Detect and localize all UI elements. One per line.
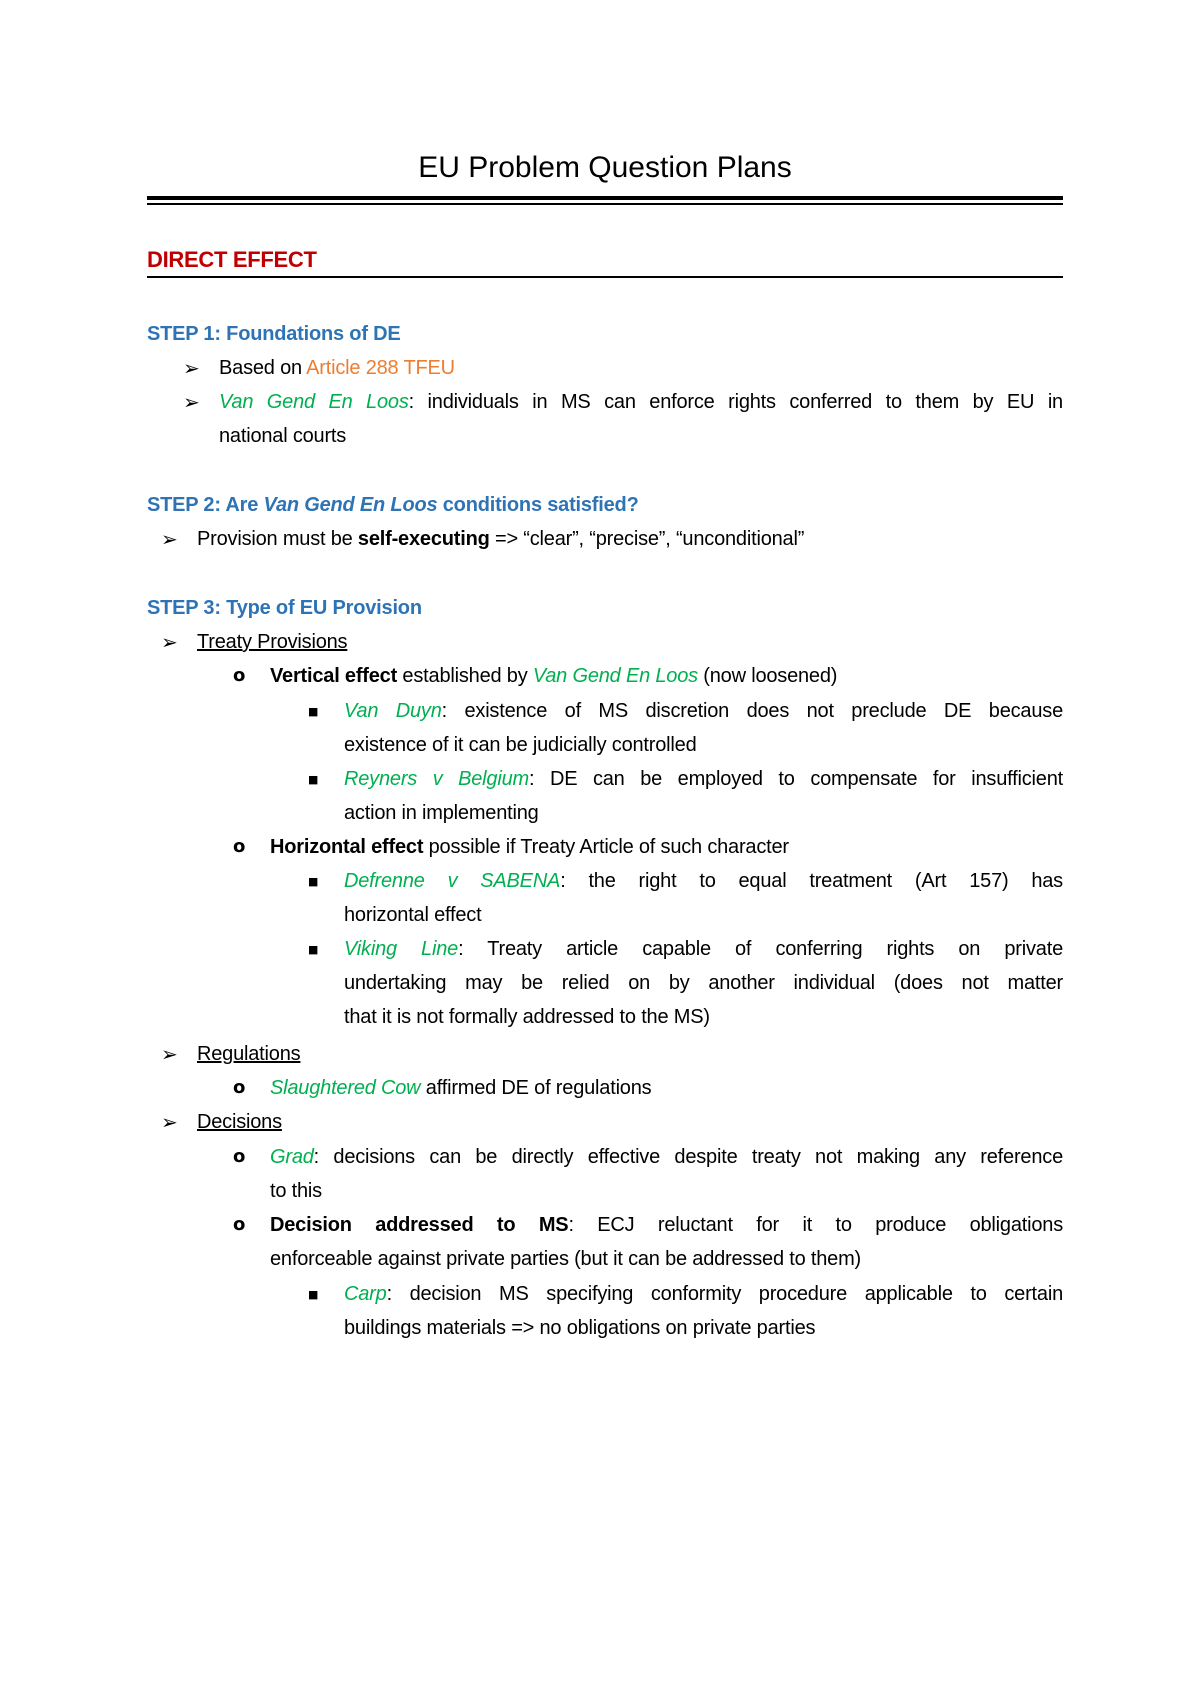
grad-l2: to this [270,1180,322,1202]
case-name: Viking Line [344,938,459,960]
step1-heading: STEP 1: Foundations of DE [147,323,401,345]
arrow-bullet-icon: ➢ [161,527,178,551]
text: : decision MS specifying conformity procedure applicable to certain [386,1283,1063,1305]
arrow-bullet-icon: ➢ [161,1110,178,1134]
step2-bullet-selfexec [197,525,804,553]
slaughtered-cow-line [270,1074,651,1102]
viking-l2: undertaking may be relied on by another individual (does not matter [344,972,1063,994]
document-title: EU Problem Question Plans [418,151,792,184]
step3-heading: STEP 3: Type of EU Provision [147,597,422,619]
reyners-l2: action in implementing [344,802,539,824]
viking-l3: that it is not formally addressed to the MS) [344,1006,710,1028]
text: : decisions can be directly effective despite treaty not making any reference [313,1146,1063,1168]
arrow-bullet-icon: ➢ [183,356,200,380]
text: conditions satisfied? [437,494,639,516]
article-ref: Article 288 TFEU [306,357,455,379]
text: possible if Treaty Article of such character [423,836,789,858]
square-bullet-icon: ■ [308,1288,319,1301]
text: Based on [219,357,307,379]
step1-bullet-vangend-l2: national courts [219,425,347,447]
circle-bullet-icon: o [233,836,246,857]
text: : ECJ reluctant for it to produce obligations [568,1214,1063,1236]
title-rule-thin [147,203,1063,205]
title-double-rule [147,196,1063,206]
bold-term: Vertical effect [270,665,398,687]
arrow-bullet-icon: ➢ [161,1042,178,1066]
addressed-l2: enforceable against private parties (but it can be addressed to them) [270,1248,861,1270]
arrow-bullet-icon: ➢ [183,390,200,414]
step1-bullet-vangend-l1 [219,388,1063,416]
bold-term: Horizontal effect [270,836,424,858]
carp-l2: buildings materials => no obligations on private parties [344,1317,816,1339]
case-name: Defrenne v SABENA [344,870,561,892]
case-name: Reyners v Belgium [344,768,529,790]
text: => “clear”, “precise”, “unconditional” [489,528,805,550]
case-name: Van Gend En Loos [219,391,409,413]
arrow-bullet-icon: ➢ [161,630,178,654]
square-bullet-icon: ■ [308,875,319,888]
addressed-l1 [270,1211,1063,1239]
vanduyn-l1 [344,697,1063,725]
circle-bullet-icon: o [233,1077,246,1098]
case-name: Grad [270,1146,314,1168]
circle-bullet-icon: o [233,1214,246,1235]
text: : existence of MS discretion does not preclude DE because [441,700,1063,722]
text: (now loosened) [697,665,838,687]
square-bullet-icon: ■ [308,773,319,786]
circle-bullet-icon: o [233,665,246,686]
case-name: Carp [344,1283,387,1305]
text: Provision must be [197,528,358,550]
text: affirmed DE of regulations [420,1077,652,1099]
title-rule-thick [147,196,1063,200]
circle-bullet-icon: o [233,1146,246,1167]
regulations-label: Regulations [197,1043,301,1065]
grad-l1 [270,1143,1063,1171]
case-name: Van Gend En Loos [263,494,438,516]
case-name: Slaughtered Cow [270,1077,421,1099]
text: : DE can be employed to compensate for insufficient [528,768,1063,790]
text: : individuals in MS can enforce rights conferred to them by EU in [408,391,1063,413]
carp-l1 [344,1280,1063,1308]
decisions-label: Decisions [197,1111,282,1133]
text: : Treaty article capable of conferring rights on private [458,938,1064,960]
case-name: Van Gend En Loos [532,665,698,687]
defrenne-l1 [344,867,1063,895]
defrenne-l2: horizontal effect [344,904,482,926]
viking-l1 [344,935,1063,963]
section-heading-direct-effect: DIRECT EFFECT [147,247,317,272]
text: established by [397,665,533,687]
step1-bullet-article [219,354,455,382]
bold-term: Decision addressed to MS [270,1214,569,1236]
text: STEP 2: Are [147,494,264,516]
treaty-provisions-label: Treaty Provisions [197,631,348,653]
section-rule [147,276,1063,278]
case-name: Van Duyn [344,700,442,722]
horizontal-effect-line [270,833,789,861]
step2-heading [147,491,639,519]
bold-term: self-executing [357,528,490,550]
vanduyn-l2: existence of it can be judicially controlled [344,734,697,756]
square-bullet-icon: ■ [308,943,319,956]
reyners-l1 [344,765,1063,793]
text: : the right to equal treatment (Art 157) has [560,870,1063,892]
square-bullet-icon: ■ [308,705,319,718]
vertical-effect-line [270,662,837,690]
